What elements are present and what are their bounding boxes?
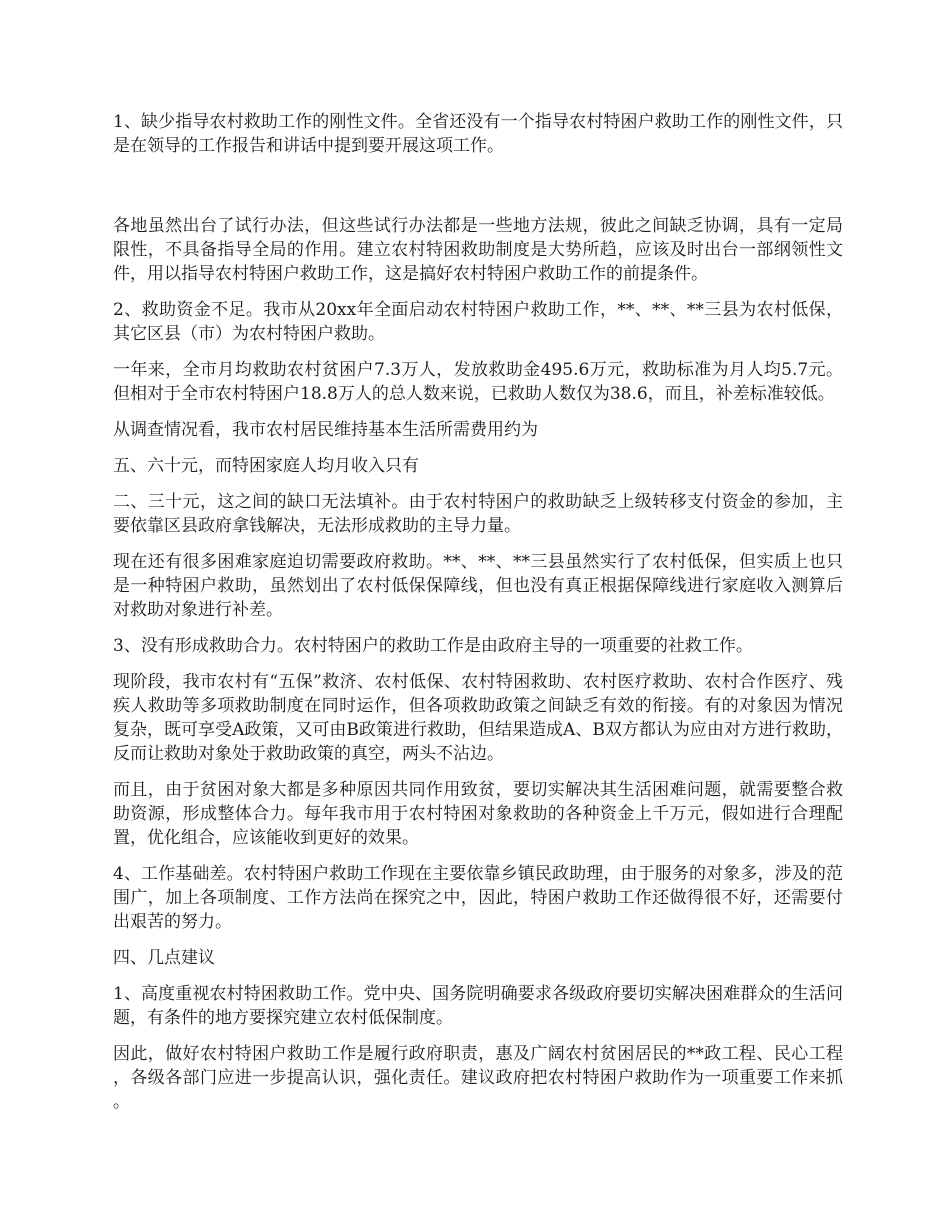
paragraph: 1、高度重视农村特困救助工作。党中央、国务院明确要求各级政府要切实解决困难群众的生活问题，有条件的地方要探究建立农村低保制度。: [113, 984, 843, 1028]
paragraph: 2、救助资金不足。我市从20xx年全面启动农村特困户救助工作，**、**、**三县为农村低保，其它区县（市）为农村特困户救助。: [113, 300, 843, 344]
document-body: [113, 110, 843, 1126]
paragraph: 3、没有形成救助合力。农村特困户的救助工作是由政府主导的一项重要的社救工作。: [113, 636, 753, 656]
paragraph: 各地虽然出台了试行办法，但这些试行办法都是一些地方法规，彼此之间缺乏协调，具有一定局限性，不具备指导全局的作用。建立农村特困救助制度是大势所趋，应该及时出台一部纲领性文件，用以指导农村特困户救助工作，这是搞好农村特困户救助工作的前提条件。: [113, 216, 843, 284]
paragraph: 从调查情况看，我市农村居民维持基本生活所需费用约为: [113, 420, 538, 440]
paragraph: 4、工作基础差。农村特困户救助工作现在主要依靠乡镇民政助理，由于服务的对象多，涉及的范围广，加上各项制度、工作方法尚在探究之中，因此，特困户救助工作还做得很不好，还需要付出艰苦的努力。: [113, 864, 843, 932]
paragraph: 而且，由于贫困对象大都是多种原因共同作用致贫，要切实解决其生活困难问题，就需要整合救助资源，形成整体合力。每年我市用于农村特困对象救助的各种资金上千万元，假如进行合理配置，优化组合，应该能收到更好的效果。: [113, 780, 843, 848]
paragraph: 因此，做好农村特困户救助工作是履行政府职责，惠及广阔农村贫困居民的**政工程、民心工程，各级各部门应进一步提高认识，强化责任。建议政府把农村特困户救助作为一项重要工作来抓。: [113, 1044, 843, 1112]
paragraph: 1、缺少指导农村救助工作的刚性文件。全省还没有一个指导农村特困户救助工作的刚性文件，只是在领导的工作报告和讲话中提到要开展这项工作。: [113, 112, 843, 156]
paragraph: 二、三十元，这之间的缺口无法填补。由于农村特困户的救助缺乏上级转移支付资金的参加，主要依靠区县政府拿钱解决，无法形成救助的主导力量。: [113, 492, 843, 536]
paragraph: 一年来，全市月均救助农村贫困户7.3万人，发放救助金495.6万元，救助标准为月人均5.7元。但相对于全市农村特困户18.8万人的总人数来说，已救助人数仅为38.6，而且，补差标准较低。: [113, 360, 843, 404]
paragraph: 五、六十元，而特困家庭人均月收入只有: [113, 456, 419, 476]
paragraph: 现在还有很多困难家庭迫切需要政府救助。**、**、**三县虽然实行了农村低保，但实质上也只是一种特困户救助，虽然划出了农村低保保障线，但也没有真正根据保障线进行家庭收入测算后对救助对象进行补差。: [113, 552, 843, 620]
paragraph: 现阶段，我市农村有“五保”救济、农村低保、农村特困救助、农村医疗救助、农村合作医疗、残疾人救助等多项救助制度在同时运作，但各项救助政策之间缺乏有效的衔接。有的对象因为情况复杂，既可享受A政策，又可由B政策进行救助，但结果造成A、B双方都认为应由对方进行救助，反而让救助对象处于救助政策的真空，两头不沾边。: [113, 672, 843, 764]
section-heading: 四、几点建议: [113, 948, 215, 968]
